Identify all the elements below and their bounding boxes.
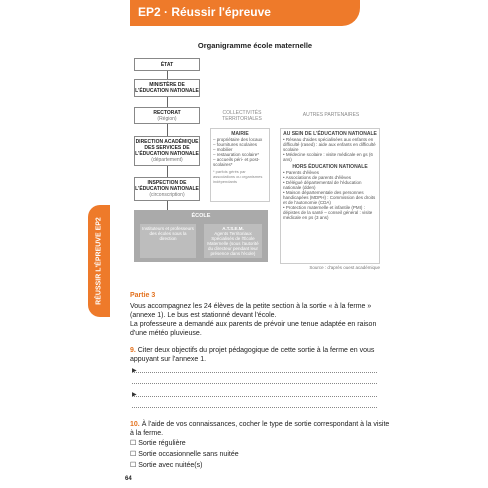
hors-item: • Parents d'élèves	[283, 170, 319, 175]
side-tab-label: RÉUSSIR L'ÉPREUVE EP2	[95, 217, 103, 305]
org-box-etat	[134, 58, 200, 71]
hors-item: • Maison départementale des personnes handicapées (MDPH) : Commission des droits et de l'autonomie (CDA)	[283, 190, 376, 205]
side-tab	[88, 205, 110, 317]
org-box-direction	[134, 136, 200, 166]
ministere-label: MINISTÈRE DE L'ÉDUCATION NATIONALE	[135, 82, 199, 94]
connector	[167, 166, 168, 177]
ecole-title: ÉCOLE	[191, 213, 211, 219]
question-10	[130, 420, 390, 438]
org-box-rectorat	[134, 107, 200, 124]
partenaires-box	[280, 128, 380, 264]
source-note: Source : d'après ouest académique	[309, 265, 380, 270]
bullet-arrow-icon: ▶	[132, 392, 137, 398]
au-sein-title: AU SEIN DE L'ÉDUCATION NATIONALE	[283, 131, 377, 137]
part-paragraph: Vous accompagnez les 24 élèves de la petite section à la sortie « à la ferme » (annexe 1). Le bus est stationné devant l'école.	[130, 303, 372, 319]
etat-label: ÉTAT	[160, 62, 174, 68]
answer-line[interactable]	[132, 383, 377, 384]
bullet-arrow-icon: ▶	[132, 368, 137, 374]
org-box-inspection	[134, 177, 200, 201]
answer-line[interactable]	[132, 396, 377, 397]
ecole-atsem	[204, 224, 262, 258]
question-9	[130, 346, 390, 364]
au-sein-item: • Médecine scolaire : visite médicale en gs (6 ans)	[283, 152, 373, 162]
collectivites-label: COLLECTIVITÉS TERRITORIALES	[222, 110, 262, 122]
hors-item: • Associations de parents d'élèves	[283, 175, 351, 180]
mairie-note: * parfois gérés par associations ou organismes indépendants	[213, 169, 263, 184]
hors-item: • Protection maternelle et infantile (PMI) : dépistes de la santé – conseil général : visite médicale en ps (3 ans)	[283, 205, 373, 220]
checkbox-option[interactable]: ☐ Sortie avec nuitée(s)	[130, 462, 203, 469]
connector	[167, 71, 168, 79]
question-number: 10.	[130, 421, 140, 428]
atsem-title: A.T.S.E.M.	[222, 226, 244, 231]
ecole-teachers-text: Instituteurs et professeurs des écoles sous la direction	[142, 226, 194, 241]
mairie-box	[210, 128, 270, 202]
checkbox-option[interactable]: ☐ Sortie régulière	[130, 440, 186, 447]
atsem-text: Agents Territoriaux Spécialisés de l'École Maternelle (sous l'autorité du directeur pendant leur présence dans l'école)	[207, 231, 259, 256]
direction-label: DIRECTION ACADÉMIQUE DES SERVICES DE L'ÉDUCATION NATIONALE	[135, 139, 199, 157]
question-text: À l'aide de vos connaissances, cocher le type de sortie correspondant à la visite à la ferme.	[130, 421, 390, 437]
answer-line[interactable]	[132, 372, 377, 373]
rectorat-sub: (Région)	[157, 116, 177, 122]
au-sein-item: • Réseau d'aides spécialisées aux enfants en difficulté (rased) : aide aux enfants en difficulté scolaire	[283, 137, 376, 152]
hors-title: HORS ÉDUCATION NATIONALE	[292, 164, 368, 170]
mairie-item: – propriétaire des locaux	[213, 137, 263, 142]
ecole-box	[134, 210, 268, 262]
mairie-item: – restauration scolaire*	[213, 152, 260, 157]
checkbox-option[interactable]: ☐ Sortie occasionnelle sans nuitée	[130, 451, 239, 458]
question-text: Citer deux objectifs du projet pédagogique de cette sortie à la ferme en vous appuyant sur l'annexe 1.	[130, 347, 375, 363]
inspection-sub: (circonscription)	[149, 192, 185, 198]
mairie-item: – mobilier	[213, 147, 233, 152]
connector	[167, 124, 168, 136]
mairie-item: – accueils péri- et post-scolaires*	[213, 157, 260, 167]
answer-line[interactable]	[132, 407, 377, 408]
part-title: Partie 3	[130, 292, 156, 299]
connector	[167, 97, 168, 107]
chapter-header	[130, 0, 360, 26]
part-paragraph: La professeure a demandé aux parents de prévoir une tenue adaptée en raison d'une météo pluvieuse.	[130, 321, 377, 337]
connector	[167, 201, 168, 210]
inspection-label: INSPECTION DE L'ÉDUCATION NATIONALE	[135, 180, 199, 192]
chapter-title: EP2 · Réussir l'épreuve	[138, 5, 271, 19]
question-number: 9.	[130, 347, 136, 354]
org-box-ministere	[134, 79, 200, 97]
rectorat-label: RECTORAT	[153, 110, 181, 116]
partenaires-label: AUTRES PARTENAIRES	[302, 112, 360, 118]
ecole-teachers	[140, 224, 196, 258]
hors-item: • Délégué départemental de l'éducation nationale (dden)	[283, 180, 362, 190]
mairie-title: MAIRIE	[231, 131, 249, 137]
org-chart-title: Organigramme école maternelle	[197, 41, 313, 50]
mairie-item: – fournitures scolaires	[213, 142, 258, 147]
page-number: 64	[125, 476, 132, 482]
direction-sub: (département)	[151, 157, 183, 163]
